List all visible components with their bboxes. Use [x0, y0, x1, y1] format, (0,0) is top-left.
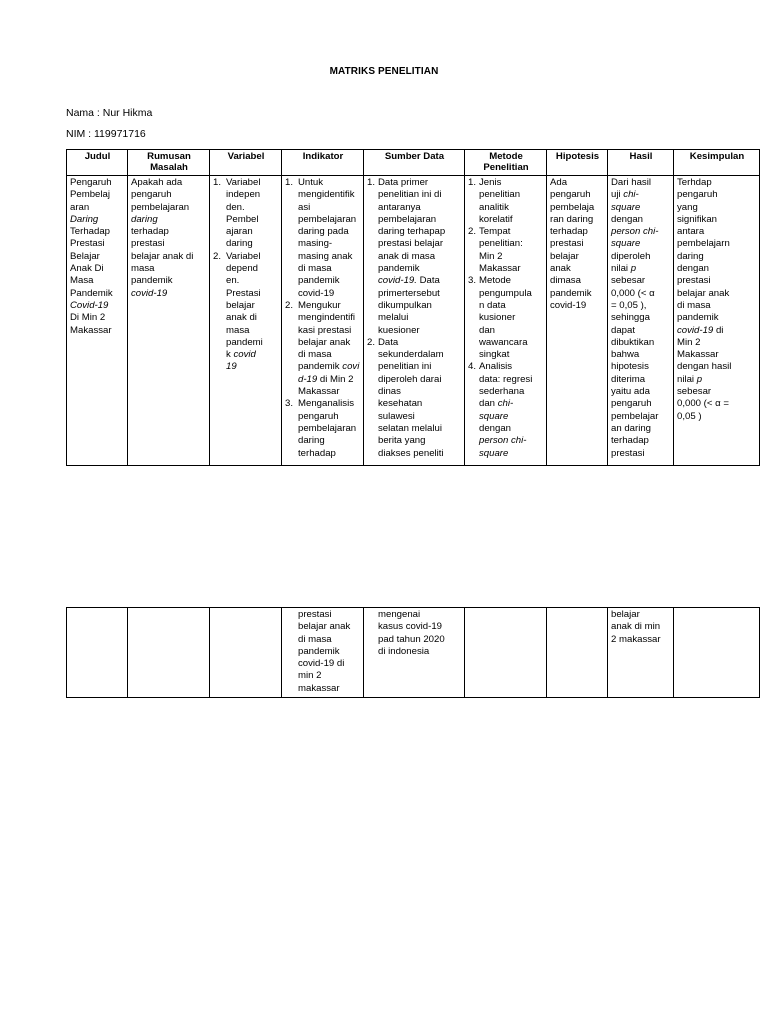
- list-item: 3. Metode pengumpula n data kusioner dan wawancara singkat: [468, 275, 532, 361]
- header-hipotesis: Hipotesis: [547, 150, 608, 176]
- student-nim: NIM : 119971716: [66, 128, 146, 140]
- list-item: 2. Data sekunderdalam penelitian ini diperoleh darai dinas kesehatan sulawesi selatan melalui berita yang diakses peneliti: [367, 336, 444, 459]
- table-row: [67, 608, 760, 698]
- cell-hipotesis: [547, 608, 608, 698]
- cell-indikator: [282, 176, 364, 466]
- cell-rumusan: Apakah ada pengaruh pembelajaran daring terhadap prestasi belajar anak di masa pandemik covid-19: [128, 176, 210, 466]
- header-judul: Judul: [67, 150, 128, 176]
- list-item: 1. Untuk mengidentifik asi pembelajaran daring pada masing- masing anak di masa pandemik covid-19: [285, 177, 357, 299]
- cell-hipotesis: Ada pengaruh pembelaja ran daring terhadap prestasi belajar anak dimasa pandemik covid-19: [547, 176, 608, 466]
- cell-judul: Pengaruh Pembelaj aran Daring Terhadap Prestasi Belajar Anak Di Masa Pandemik Covid-19 Di Min 2 Makassar: [67, 176, 128, 466]
- cell-metode: [465, 176, 547, 466]
- header-rumusan: Rumusan Masalah: [128, 150, 210, 176]
- research-matrix-table: [66, 149, 760, 466]
- list-item: 1. Jenis penelitian analitik korelatif: [468, 177, 521, 225]
- header-variabel: Variabel: [210, 150, 282, 176]
- header-kesimpulan: Kesimpulan: [674, 150, 760, 176]
- research-matrix-continuation: [66, 607, 760, 698]
- cell-rumusan: [128, 608, 210, 698]
- cell-variabel: [210, 608, 282, 698]
- page-title: MATRIKS PENELITIAN: [329, 66, 439, 77]
- cell-indikator: prestasi belajar anak di masa pandemik covid-19 di min 2 makassar: [282, 608, 364, 698]
- header-sumber: Sumber Data: [364, 150, 465, 176]
- cell-sumber: [364, 176, 465, 466]
- student-name: Nama : Nur Hikma: [66, 107, 153, 119]
- cell-sumber: mengenai kasus covid-19 pad tahun 2020 di indonesia: [364, 608, 465, 698]
- cell-hasil: belajar anak di min 2 makassar: [608, 608, 674, 698]
- header-indikator: Indikator: [282, 150, 364, 176]
- header-row: [67, 150, 760, 176]
- list-item: 2. Tempat penelitian: Min 2 Makassar: [468, 226, 523, 275]
- list-item: 4. Analisis data: regresi sederhana dan chi- square dengan person chi- square: [468, 361, 533, 459]
- cell-kesimpulan: [674, 608, 760, 698]
- list-item: 3. Menganalisis pengaruh pembelajaran daring terhadap: [285, 398, 357, 459]
- cell-judul: [67, 608, 128, 698]
- list-item: 1. Data primer penelitian ini di antaranya pembelajaran daring terhapap prestasi belajar anak di masa pandemik covid-19. Data primertersebut dikumpulkan melalui kuesioner: [367, 177, 446, 336]
- table-row: [67, 176, 760, 466]
- cell-metode: [465, 608, 547, 698]
- header-metode: Metode Penelitian: [465, 150, 547, 176]
- header-hasil: Hasil: [608, 150, 674, 176]
- list-item: 1. Variabel indepen den. Pembel ajaran daring: [213, 177, 261, 250]
- cell-hasil: Dari hasil uji chi- square dengan person chi- square diperoleh nilai p sebesar 0,000 (< α = 0,05 ), sehingga dapat dibuktikan bahwa hipotesis diterima yaitu ada pengaruh pembelajar an daring terhadap prestasi: [608, 176, 674, 466]
- list-item: 2. Mengukur mengindentifi kasi prestasi belajar anak di masa pandemik covi d-19 di Min 2 Makassar: [285, 299, 360, 398]
- list-item: 2. Variabel depend en. Prestasi belajar anak di masa pandemi k covid 19: [213, 250, 263, 373]
- cell-variabel: [210, 176, 282, 466]
- cell-kesimpulan: Terhdap pengaruh yang signifikan antara pembelajarn daring dengan prestasi belajar anak di masa pandemik covid-19 di Min 2 Makassar dengan hasil nilai p sebesar 0,000 (< α = 0,05 ): [674, 176, 760, 466]
